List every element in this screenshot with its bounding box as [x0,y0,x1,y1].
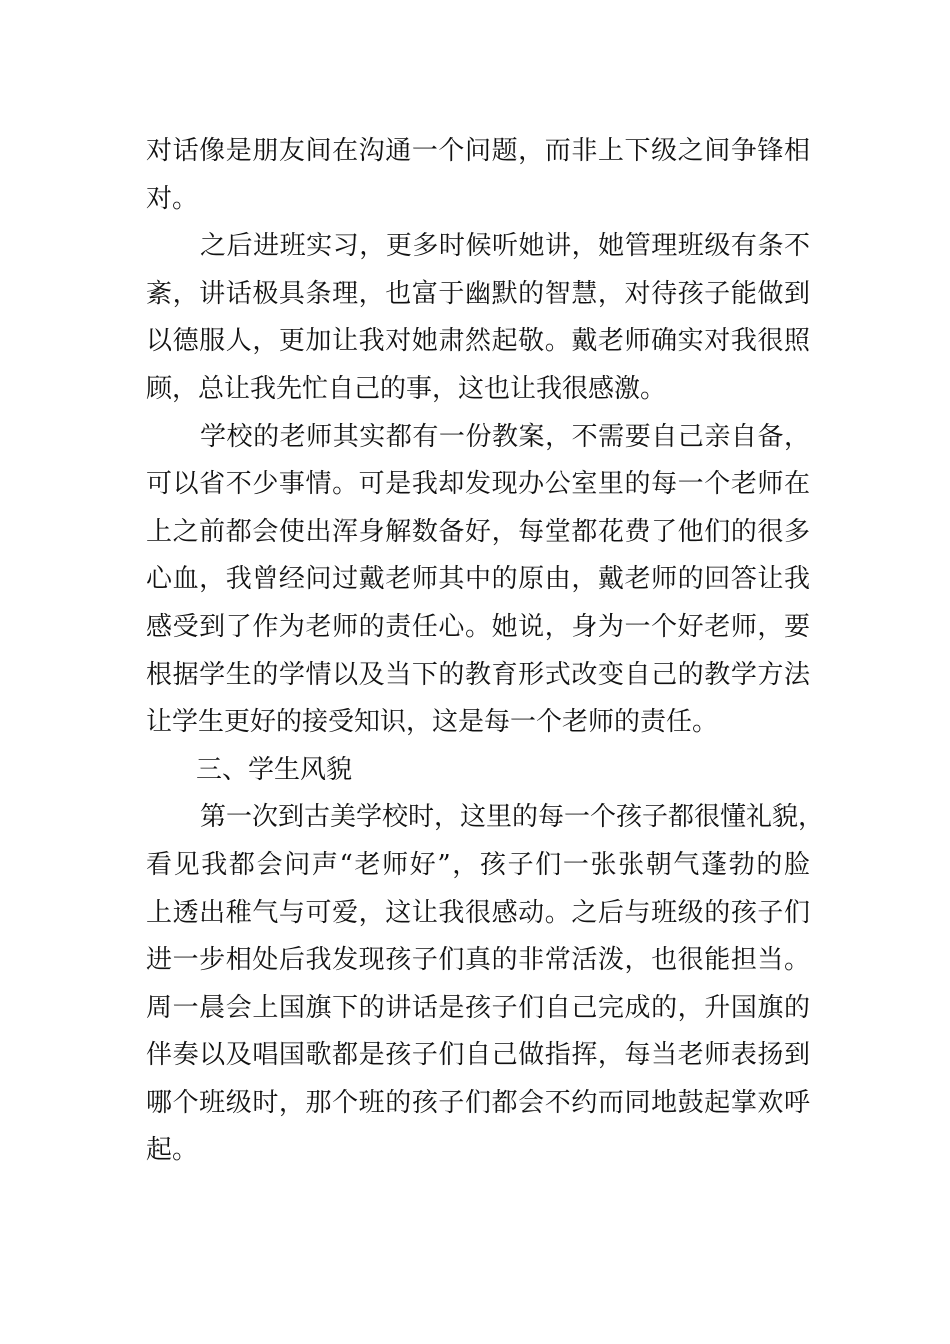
text-line: 哪个班级时，那个班的孩子们都会不约而同地鼓起掌欢呼 [146,1087,810,1118]
text-line: 对。 [146,183,199,214]
text-line: 周一晨会上国旗下的讲话是孩子们自己完成的，升国旗的 [146,992,810,1023]
text-line: 上之前都会使出浑身解数备好，每堂都花费了他们的很多 [146,516,810,547]
text-line: 心血，我曾经问过戴老师其中的原由，戴老师的回答让我 [146,564,810,595]
text-line: 伴奏以及唱国歌都是孩子们自己做指挥，每当老师表扬到 [146,1040,810,1071]
text-line: 顾，总让我先忙自己的事，这也让我很感激。 [146,373,667,404]
paragraph-first-line: 学校的老师其实都有一份教案，不需要自己亲自备， [200,421,810,452]
paragraph-first-line: 之后进班实习，更多时候听她讲，她管理班级有条不 [200,231,810,262]
text-line: 看见我都会问声“老师好”，孩子们一张张朝气蓬勃的脸 [146,849,810,880]
text-line: 对话像是朋友间在沟通一个问题，而非上下级之间争锋相 [146,136,810,166]
text-line: 可以省不少事情。可是我却发现办公室里的每一个老师在 [146,469,810,500]
text-line: 根据学生的学情以及当下的教育形式改变自己的教学方法 [146,659,810,690]
section-heading: 三、学生风貌 [196,754,353,785]
paragraph-first-line: 第一次到古美学校时，这里的每一个孩子都很懂礼貌， [200,802,825,833]
text-line: 让学生更好的接受知识，这是每一个老师的责任。 [146,707,719,738]
text-line: 紊，讲话极具条理，也富于幽默的智慧，对待孩子能做到 [146,278,810,309]
text-line: 进一步相处后我发现孩子们真的非常活泼，也很能担当。 [146,945,810,976]
text-line: 以德服人，更加让我对她肃然起敬。戴老师确实对我很照 [146,326,810,357]
text-line: 上透出稚气与可爱，这让我很感动。之后与班级的孩子们 [146,897,810,928]
text-line: 感受到了作为老师的责任心。她说，身为一个好老师，要 [146,611,810,642]
body-text [146,128,825,1175]
text-line: 起。 [146,1135,199,1166]
